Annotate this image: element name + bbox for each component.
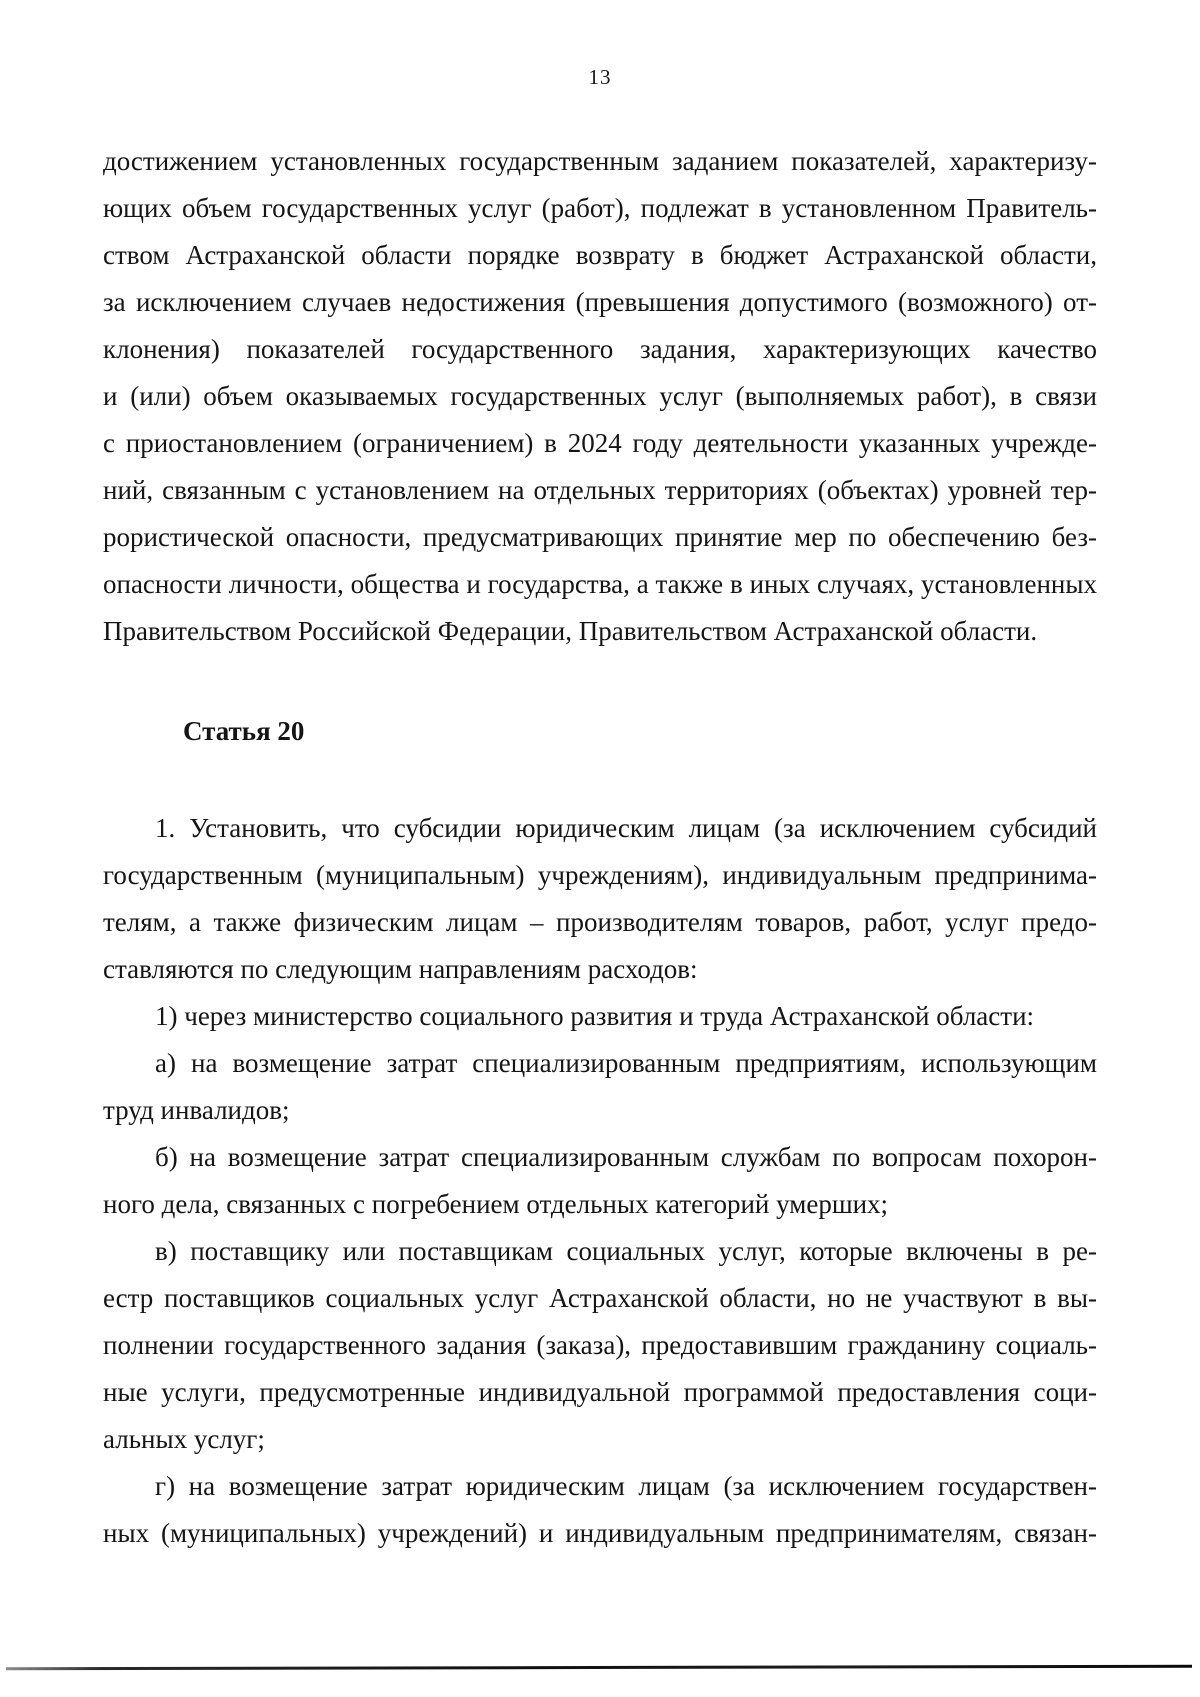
text-line: опасности личности, общества и государства, а также в иных случаях, установленных xyxy=(103,569,1097,599)
text-line: Правительством Российской Федерации, Правительством Астраханской области. xyxy=(103,616,1038,646)
document-body xyxy=(103,138,1097,1557)
text-line: телям, а также физическим лицам – производителям товаров, работ, услуг предо- xyxy=(103,907,1097,937)
text-line: ством Астраханской области порядке возврату в бюджет Астраханской области, xyxy=(103,240,1097,270)
text-line: б) на возмещение затрат специализированным службам по вопросам похорон- xyxy=(155,1142,1097,1172)
scan-edge-artifact xyxy=(6,1665,1192,1670)
text-line: а) на возмещение затрат специализированным предприятиям, использующим xyxy=(155,1048,1097,1078)
page-number: 13 xyxy=(588,65,612,89)
text-line: за исключением случаев недостижения (превышения допустимого (возможного) от- xyxy=(103,287,1097,317)
paragraph-intro-continued xyxy=(103,138,1097,655)
text-line: ных (муниципальных) учреждений) и индивидуальным предпринимателям, связан- xyxy=(103,1518,1097,1548)
paragraph-point-1 xyxy=(103,805,1097,993)
paragraph-subpoint-1 xyxy=(103,993,1097,1040)
text-line: г) на возмещение затрат юридическим лицам (за исключением государствен- xyxy=(155,1471,1097,1501)
text-line: естр поставщиков социальных услуг Астраханской области, но не участвуют в вы- xyxy=(103,1283,1097,1313)
text-line: труд инвалидов; xyxy=(103,1095,290,1125)
text-line: ний, связанным с установлением на отдельных территориях (объектах) уровней тер- xyxy=(103,475,1097,505)
text-line: ющих объем государственных услуг (работ), подлежат в установленном Правитель- xyxy=(103,193,1097,223)
text-line: клонения) показателей государственного задания, характеризующих качество xyxy=(103,334,1097,364)
text-line: альных услуг; xyxy=(103,1424,265,1454)
text-line: ного дела, связанных с погребением отдельных категорий умерших; xyxy=(103,1189,889,1219)
paragraph-subpoint-a xyxy=(103,1040,1097,1134)
text-line: рористической опасности, предусматривающих принятие мер по обеспечению без- xyxy=(103,522,1097,552)
text-line: в) поставщику или поставщикам социальных услуг, которые включены в ре- xyxy=(155,1236,1097,1266)
paragraph-subpoint-v xyxy=(103,1228,1097,1463)
heading-article-20: Статья 20 xyxy=(183,716,305,746)
text-line: полнении государственного задания (заказа), предоставившим гражданину социаль- xyxy=(103,1330,1097,1360)
text-line: государственным (муниципальным) учреждениям), индивидуальным предпринима- xyxy=(103,860,1097,890)
text-line: и (или) объем оказываемых государственных услуг (выполняемых работ), в связи xyxy=(103,381,1097,411)
paragraph-subpoint-b xyxy=(103,1134,1097,1228)
text-line: 1) через министерство социального развития и труда Астраханской области: xyxy=(155,1001,1035,1031)
text-line: 1. Установить, что субсидии юридическим лицам (за исключением субсидий xyxy=(155,813,1097,843)
text-line: с приостановлением (ограничением) в 2024 году деятельности указанных учрежде- xyxy=(103,428,1097,458)
text-line: ные услуги, предусмотренные индивидуальной программой предоставления соци- xyxy=(103,1377,1097,1407)
paragraph-subpoint-g xyxy=(103,1463,1097,1557)
text-line: ставляются по следующим направлениям расходов: xyxy=(103,954,698,984)
text-line: достижением установленных государственным заданием показателей, характеризу- xyxy=(103,146,1097,176)
